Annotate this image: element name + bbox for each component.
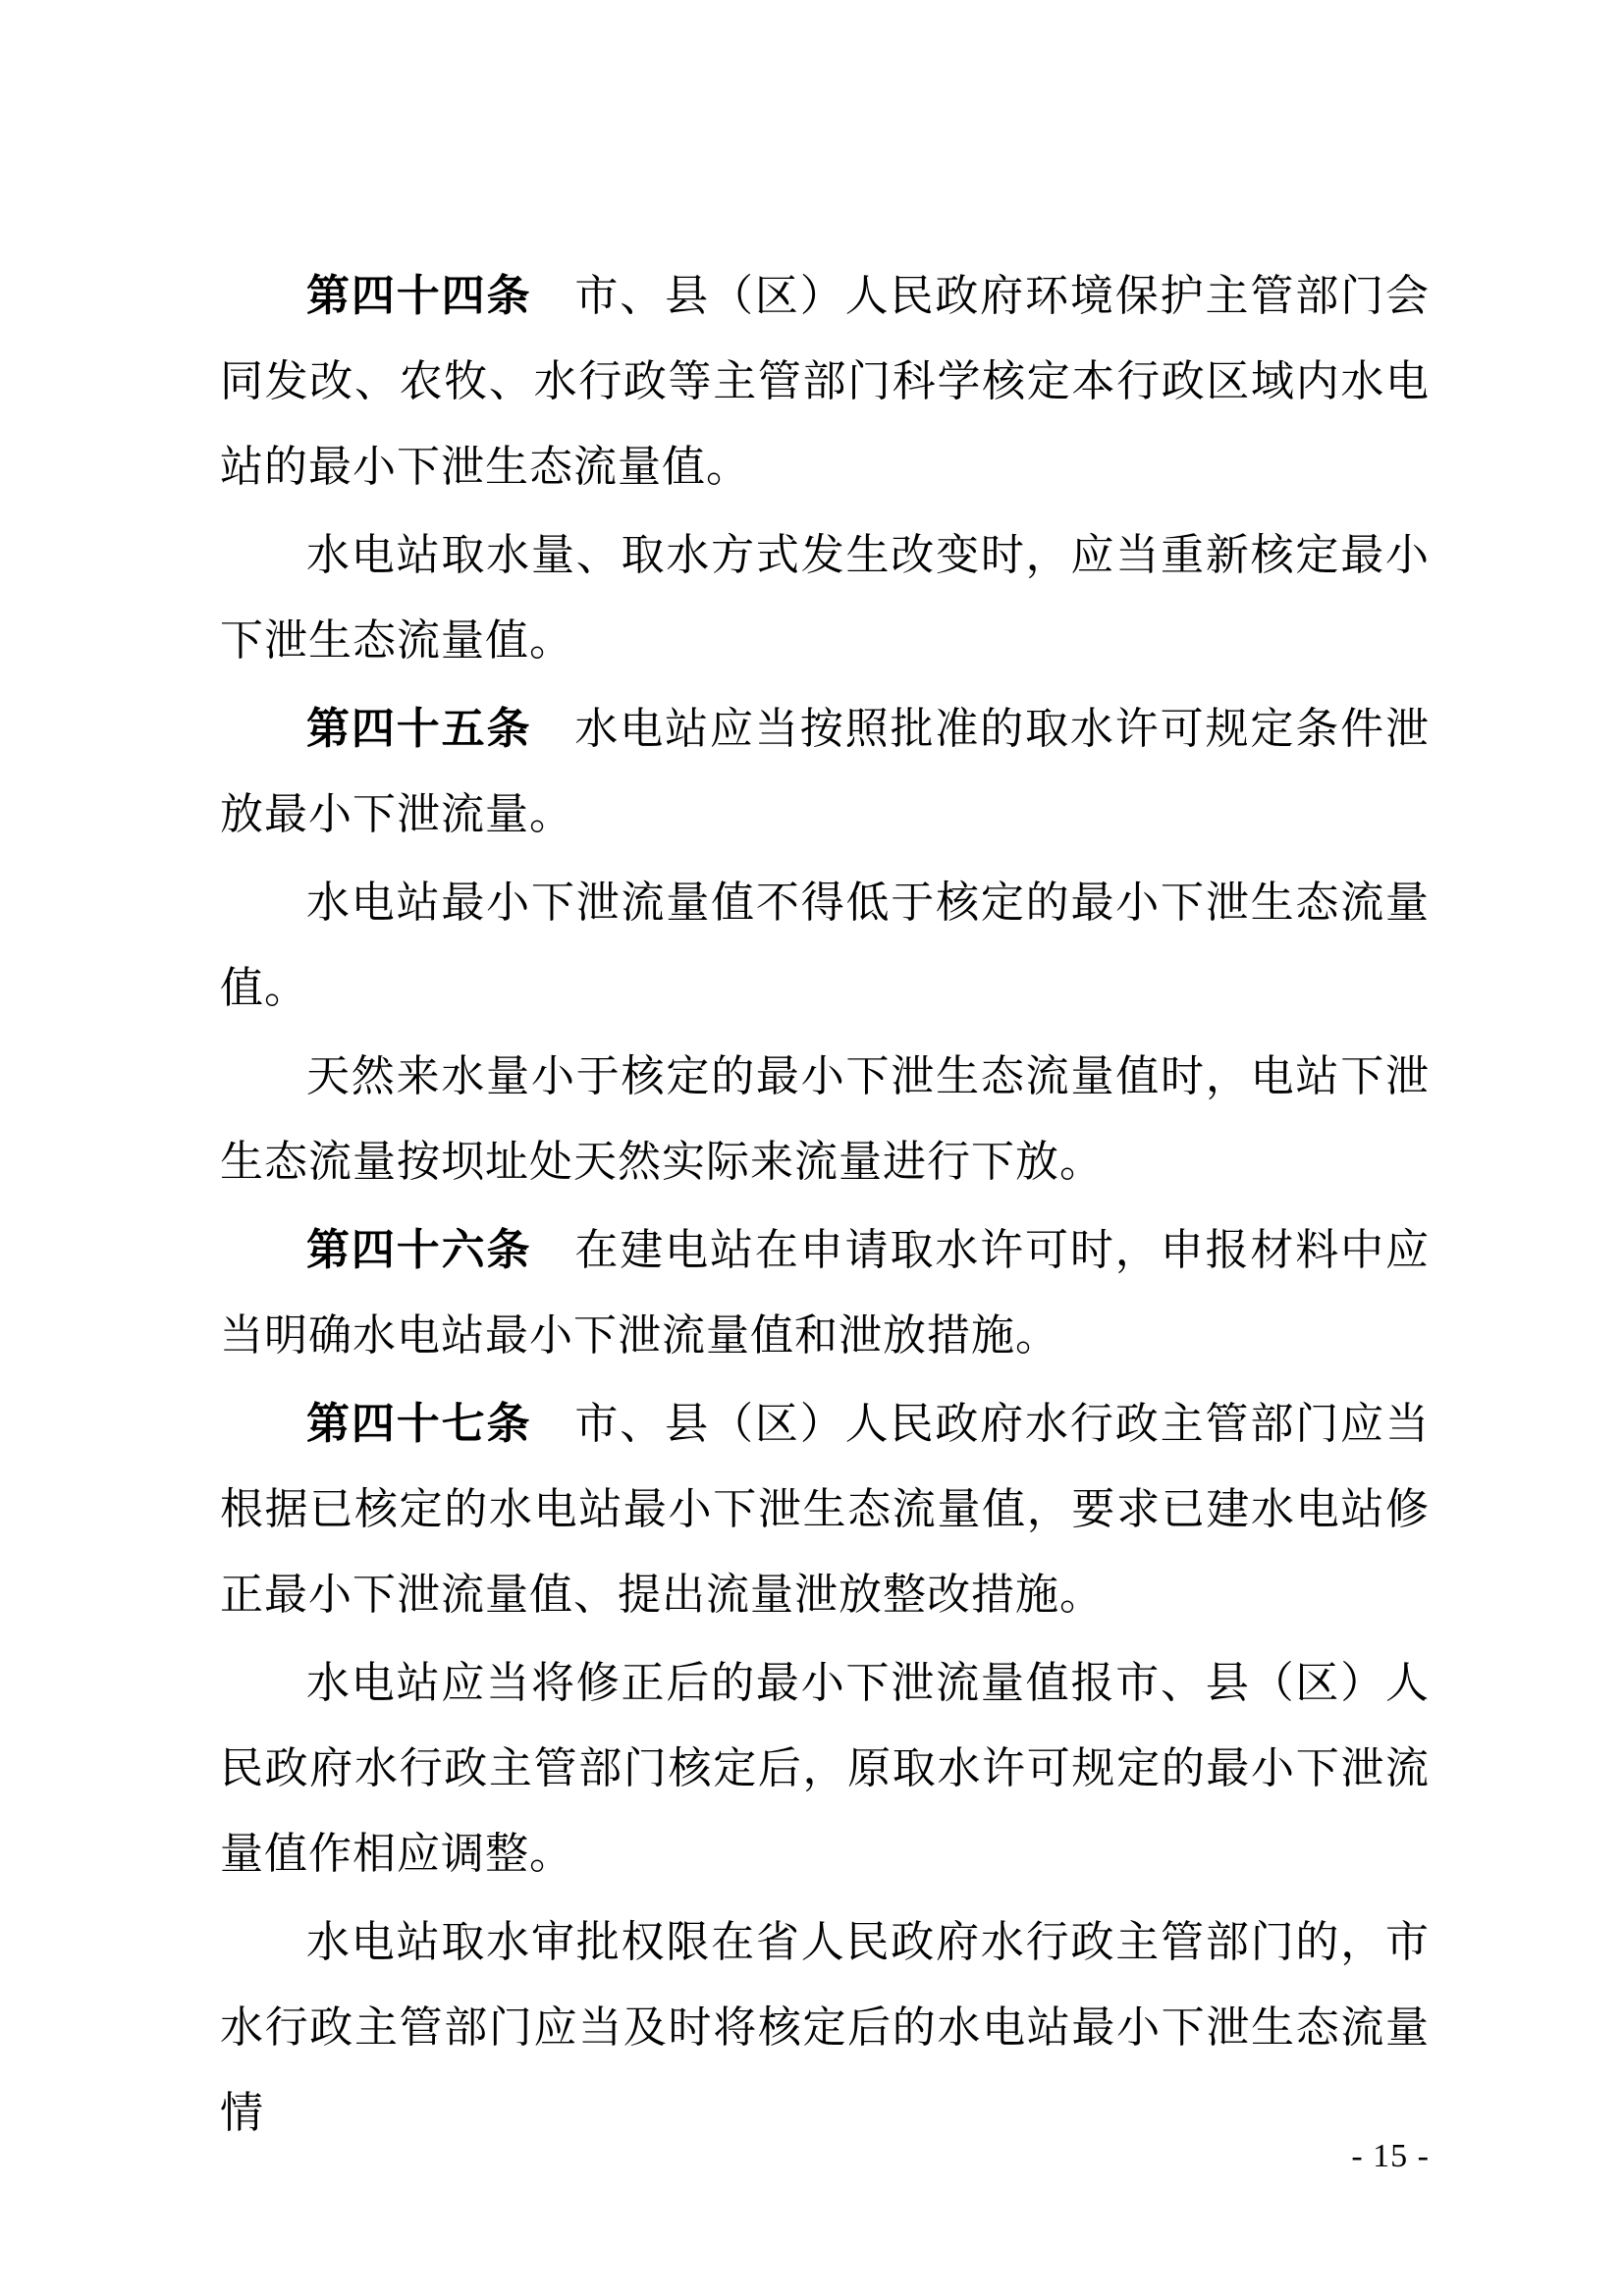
article-number: 第四十四条 [306, 271, 532, 321]
paragraph-article-46 [220, 1207, 1430, 1378]
article-number: 第四十七条 [306, 1399, 532, 1449]
article-number: 第四十五条 [306, 704, 532, 754]
paragraph-text: 市、县（区）人民政府环境保护主管部门会同发改、农牧、水行政等主管部门科学核定本行政区域内水电站的最小下泄生态流量值。 [220, 271, 1431, 492]
paragraph-article-47 [220, 1381, 1430, 1637]
paragraph [220, 1640, 1430, 1896]
paragraph [220, 860, 1430, 1031]
paragraph-text: 水电站取水审批权限在省人民政府水行政主管部门的，市水行政主管部门应当及时将核定后的水电站最小下泄生态流量情 [220, 1917, 1430, 2138]
paragraph-text: 在建电站在申请取水许可时，申报材料中应当明确水电站最小下泄流量值和泄放措施。 [220, 1225, 1431, 1361]
paragraph [220, 1034, 1430, 1204]
paragraph-article-45 [220, 686, 1430, 857]
paragraph-text: 水电站最小下泄流量值不得低于核定的最小下泄生态流量值。 [220, 878, 1430, 1013]
article-number: 第四十六条 [306, 1225, 532, 1275]
paragraph-text: 市、县（区）人民政府水行政主管部门应当根据已核定的水电站最小下泄生态流量值，要求已建水电站修正最小下泄流量值、提出流量泄放整改措施。 [220, 1399, 1431, 1620]
page-number: - 15 - [1351, 2138, 1430, 2174]
paragraph-article-44 [220, 253, 1430, 509]
paragraph-text: 水电站应当将修正后的最小下泄流量值报市、县（区）人民政府水行政主管部门核定后，原取水许可规定的最小下泄流量值作相应调整。 [220, 1658, 1430, 1879]
paragraph [220, 1899, 1430, 2156]
paragraph-text: 水电站应当按照批准的取水许可规定条件泄放最小下泄流量。 [220, 704, 1431, 839]
paragraph [220, 512, 1430, 683]
paragraph-text: 水电站取水量、取水方式发生改变时，应当重新核定最小下泄生态流量值。 [220, 530, 1430, 666]
document-body [220, 253, 1430, 2159]
paragraph-text: 天然来水量小于核定的最小下泄生态流量值时，电站下泄生态流量按坝址处天然实际来流量进行下放。 [220, 1051, 1430, 1187]
